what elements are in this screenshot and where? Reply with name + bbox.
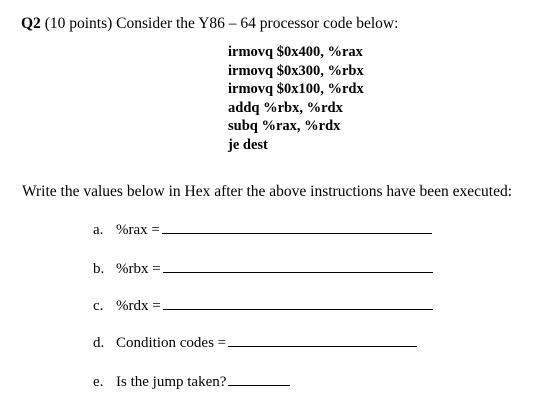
answer-blank[interactable]	[228, 334, 417, 347]
answer-item-condition-codes	[93, 334, 417, 352]
item-label: %rax =	[116, 222, 160, 238]
question-text: (10 points) Consider the Y86 – 64 processor code below:	[44, 15, 399, 32]
item-marker: e.	[93, 374, 104, 390]
answer-item-jump-taken	[93, 373, 290, 391]
code-block	[228, 43, 364, 155]
answer-blank[interactable]	[163, 297, 433, 310]
item-marker: c.	[93, 298, 104, 314]
code-line: irmovq $0x100, %rdx	[228, 81, 364, 98]
answer-item-rax	[93, 221, 432, 239]
item-marker: a.	[93, 222, 104, 238]
instruction-text: Write the values below in Hex after the above instructions have been executed:	[22, 183, 513, 200]
answer-blank[interactable]	[163, 260, 433, 273]
answer-blank[interactable]	[162, 221, 432, 234]
code-line: addq %rbx, %rdx	[228, 99, 343, 116]
question-header	[21, 15, 398, 33]
item-marker: d.	[93, 335, 105, 351]
item-label: Is the jump taken?	[116, 374, 227, 390]
answer-blank[interactable]	[228, 373, 290, 386]
code-line: irmovq $0x300, %rbx	[228, 62, 364, 79]
item-label: %rdx =	[116, 298, 161, 314]
code-line: irmovq $0x400, %rax	[228, 44, 363, 60]
answer-item-rdx	[93, 297, 433, 315]
question-number: Q2	[21, 15, 41, 32]
item-label: %rbx =	[116, 261, 161, 277]
code-line: subq %rax, %rdx	[228, 118, 341, 135]
item-marker: b.	[93, 261, 105, 277]
item-label: Condition codes =	[116, 335, 227, 351]
answer-item-rbx	[93, 260, 433, 278]
code-line: je dest	[228, 136, 268, 153]
